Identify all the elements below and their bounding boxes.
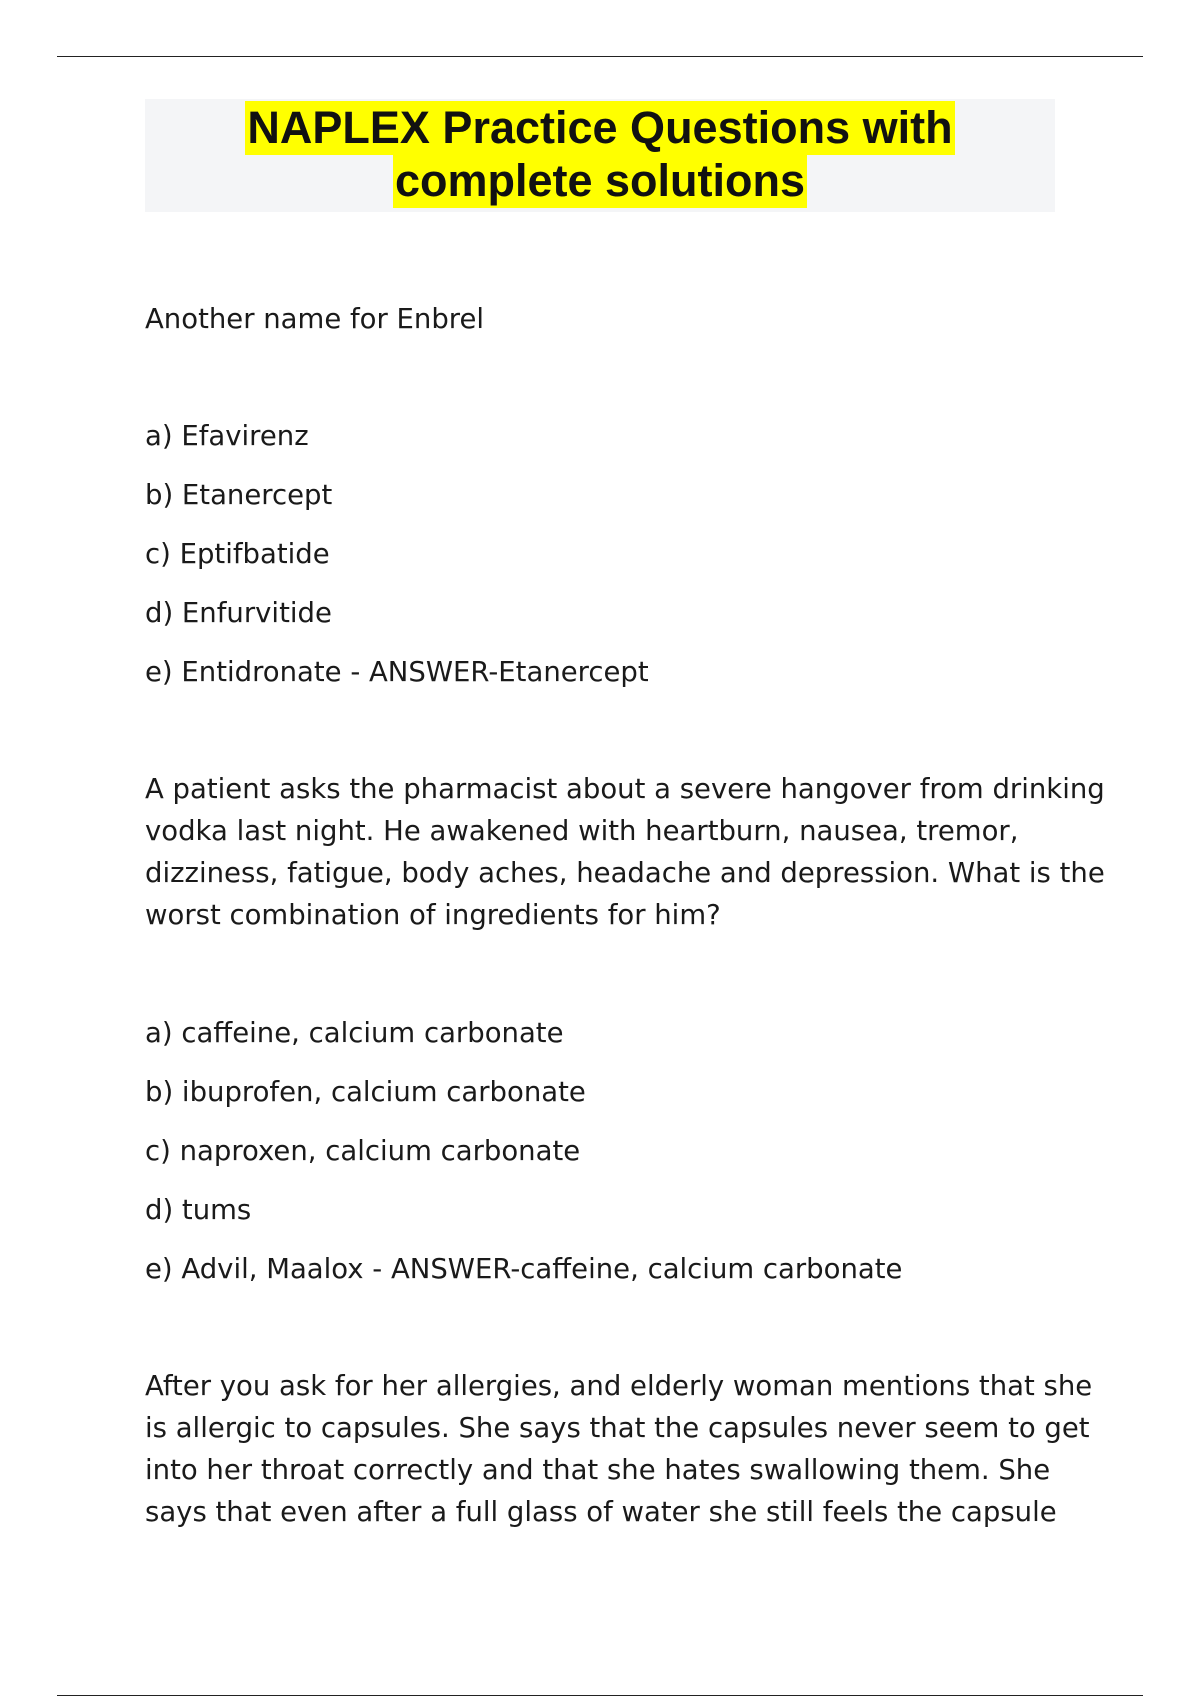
question-2-prompt-line-3: dizziness, fatigue, body aches, headache and depression. What is the (145, 857, 1105, 889)
question-3-prompt-line-3: into her throat correctly and that she hates swallowing them. She (145, 1454, 1051, 1486)
question-1-option-a: a) Efavirenz (145, 420, 309, 452)
question-2-option-e-answer: e) Advil, Maalox - ANSWER-caffeine, calcium carbonate (145, 1253, 903, 1285)
question-2-option-a: a) caffeine, calcium carbonate (145, 1017, 564, 1049)
question-1-prompt-line: Another name for Enbrel (145, 303, 485, 335)
question-2-prompt-line-1: A patient asks the pharmacist about a severe hangover from drinking (145, 773, 1105, 805)
question-2-options (145, 1012, 1065, 1307)
page-title-line-2: complete solutions (394, 155, 806, 206)
question-1-option-c: c) Eptifbatide (145, 538, 330, 570)
question-1-options (145, 415, 1065, 710)
top-rule (57, 56, 1143, 57)
question-3-prompt-line-4: says that even after a full glass of water she still feels the capsule (145, 1496, 1057, 1528)
question-3-prompt-line-2: is allergic to capsules. She says that the capsules never seem to get (145, 1412, 1090, 1444)
title-block (145, 99, 1055, 212)
question-3-prompt-line-1: After you ask for her allergies, and elderly woman mentions that she (145, 1370, 1093, 1402)
question-2-option-c: c) naproxen, calcium carbonate (145, 1135, 581, 1167)
question-2-prompt-line-4: worst combination of ingredients for him? (145, 899, 721, 931)
question-1-option-b: b) Etanercept (145, 479, 333, 511)
question-1-option-d: d) Enfurvitide (145, 597, 332, 629)
question-2-prompt-line-2: vodka last night. He awakened with heartburn, nausea, tremor, (145, 815, 1019, 847)
question-2-option-b: b) ibuprofen, calcium carbonate (145, 1076, 586, 1108)
question-1-option-e-answer: e) Entidronate - ANSWER-Etanercept (145, 656, 649, 688)
bottom-rule (57, 1695, 1143, 1696)
page-title-line-1: NAPLEX Practice Questions with (247, 102, 953, 153)
question-2-prompt (145, 768, 1105, 936)
question-2-option-d: d) tums (145, 1194, 252, 1226)
question-1-prompt (145, 298, 1065, 340)
question-3-prompt (145, 1365, 1093, 1533)
